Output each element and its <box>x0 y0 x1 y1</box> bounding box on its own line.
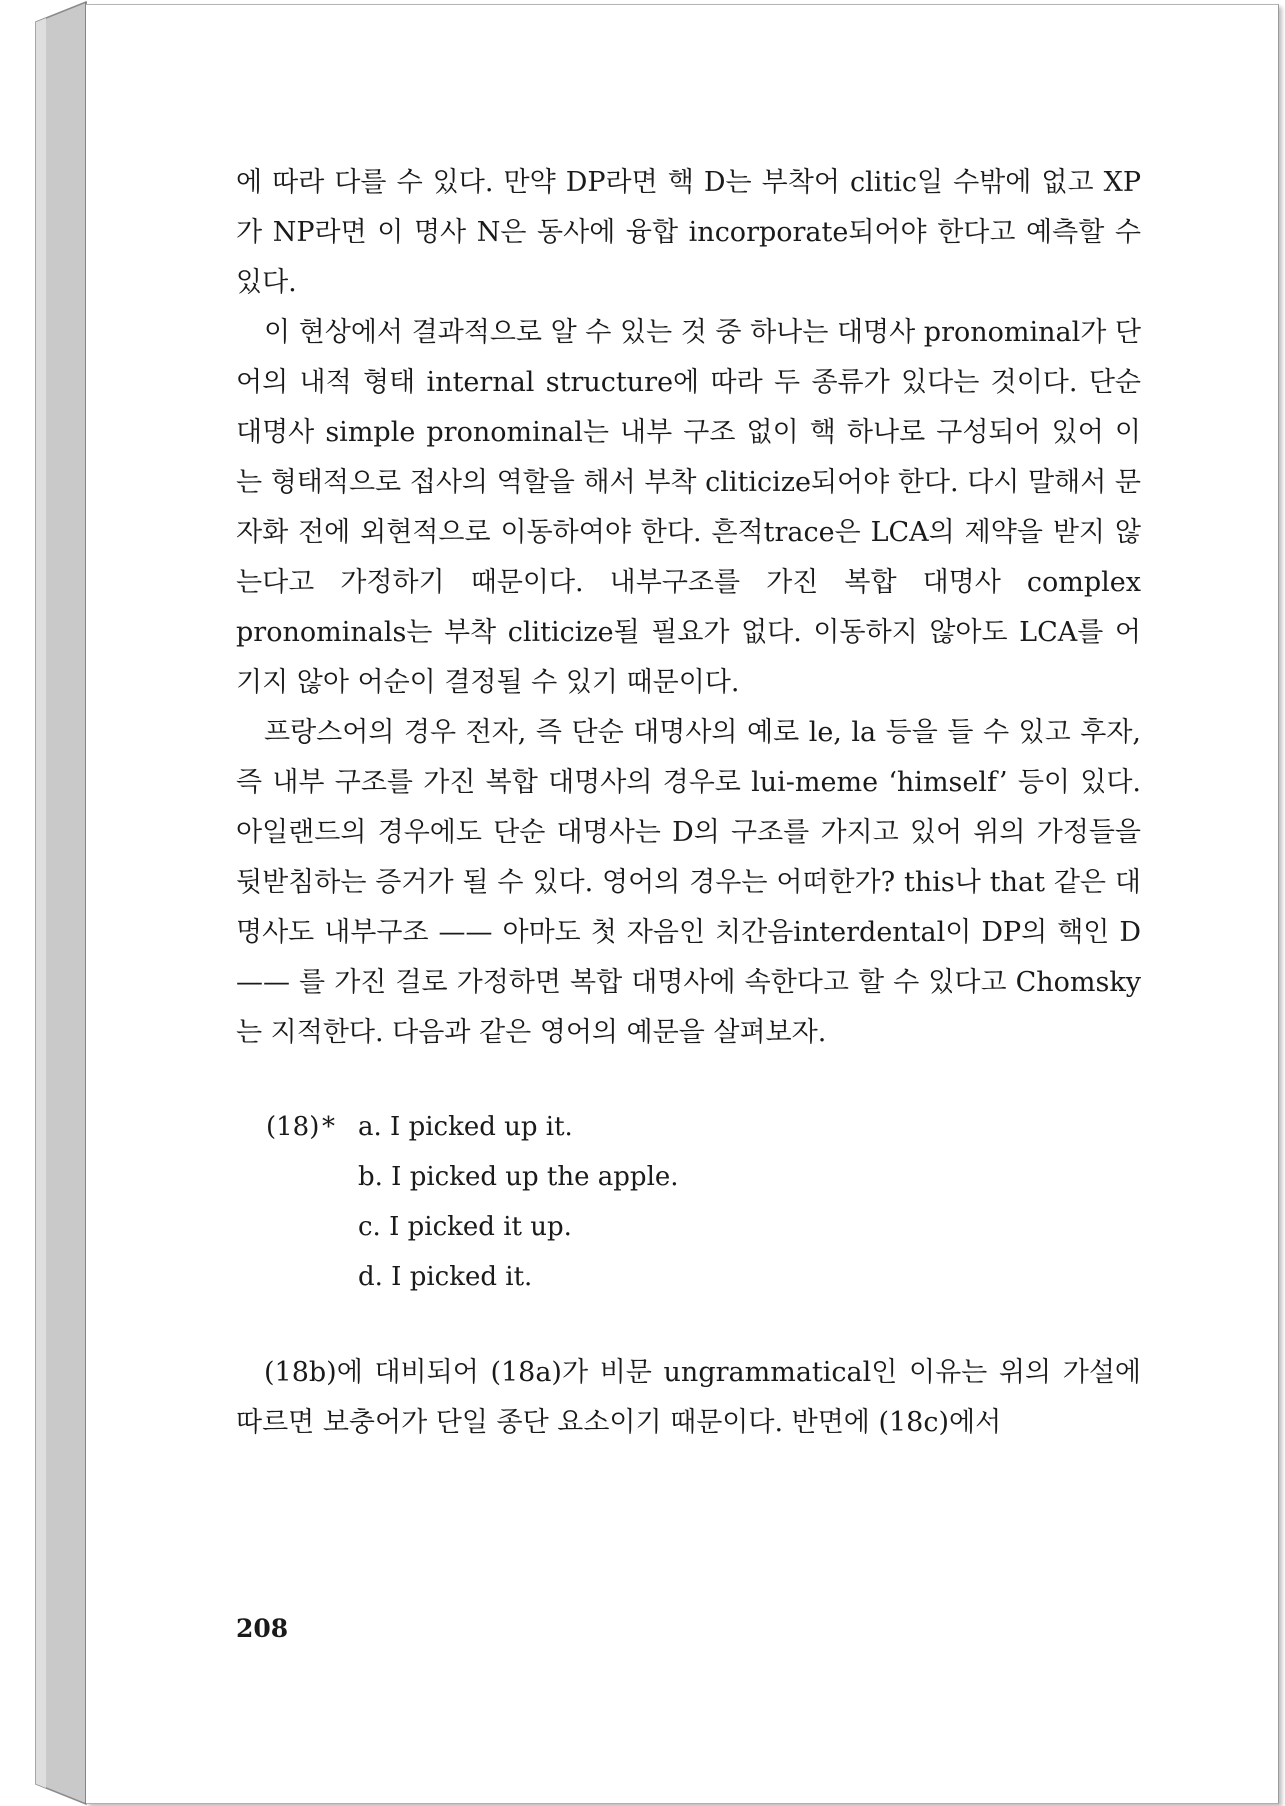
example-number: (18) <box>266 1112 320 1142</box>
example-block-18 <box>266 1102 1141 1302</box>
paragraph-3: 프랑스어의 경우 전자, 즉 단순 대명사의 예로 le, la 등을 들 수 있고 후자, 즉 내부 구조를 가진 복합 대명사의 경우로 lui-meme ‘himself’ 등이 있다. 아일랜드의 경우에도 단순 대명사는 D의 구조를 가지고 있어 위의 가정들을 뒷받침하는 증거가 될 수 있다. 영어의 경우는 어떠한가? this나 that 같은 대명사도 내부구조 —— 아마도 첫 자음인 치간음interdental이 DP의 핵인 D —— 를 가진 걸로 가정하면 복합 대명사에 속한다고 할 수 있다고 Chomsky는 지적한다. 다음과 같은 영어의 예문을 살펴보자. <box>236 717 1141 1048</box>
paragraph-2: 이 현상에서 결과적으로 알 수 있는 것 중 하나는 대명사 pronominal가 단어의 내적 형태 internal structure에 따라 두 종류가 있다는 것이다. 단순 대명사 simple pronominal는 내부 구조 없이 핵 하나로 구성되어 있어 이는 형태적으로 접사의 역할을 해서 부착 cliticize되어야 한다. 다시 말해서 문자화 전에 외현적으로 이동하여야 한다. 흔적trace은 LCA의 제약을 받지 않는다고 가정하기 때문이다. 내부구조를 가진 복합 대명사 complex pronominals는 부착 cliticize될 필요가 없다. 이동하지 않아도 LCA를 어기지 않아 어순이 결정될 수 있기 때문이다. <box>236 317 1141 698</box>
example-row <box>266 1252 1141 1302</box>
page-number: 208 <box>236 1614 289 1643</box>
example-sentence: b. I picked up the apple. <box>358 1162 679 1192</box>
ungrammatical-marker: * <box>322 1112 335 1142</box>
paragraph-closing: (18b)에 대비되어 (18a)가 비문 ungrammatical인 이유는 위의 가설에 따르면 보충어가 단일 종단 요소이기 때문이다. 반면에 (18c)에서 <box>236 1357 1141 1438</box>
paragraph-1: 에 따라 다를 수 있다. 만약 DP라면 핵 D는 부착어 clitic일 수밖에 없고 XP가 NP라면 이 명사 N은 동사에 융합 incorporate되어야 한다고 예측할 수 있다. <box>236 167 1141 298</box>
example-sentence: a. I picked up it. <box>358 1112 573 1142</box>
example-row <box>266 1152 1141 1202</box>
example-sentence: d. I picked it. <box>358 1262 533 1292</box>
page-body <box>236 158 1141 1448</box>
example-row <box>266 1202 1141 1252</box>
example-sentence: c. I picked it up. <box>358 1212 572 1242</box>
example-row <box>266 1102 1141 1152</box>
